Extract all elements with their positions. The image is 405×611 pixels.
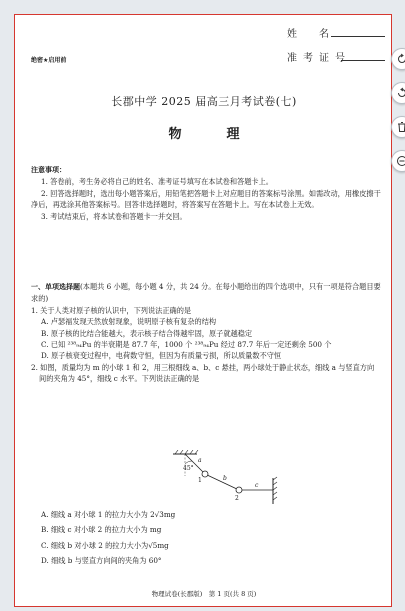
question-2-stem: 2. 如图，质量均为 m 的小球 1 和 2，用三根细线 a、b、c 悬挂，两小球处于静止状态，细线 a 与竖直方向间的夹角为 45°，细线 c 水平。下列说法正确的是 (31, 362, 375, 384)
name-underline (331, 36, 385, 37)
notice-section (31, 165, 381, 222)
question-2-option-d: D. 细线 b 与竖直方向间的夹角为 60° (41, 556, 162, 566)
string-a-label: a (198, 457, 202, 464)
string-b (205, 474, 239, 490)
secret-label: 绝密★启用前 (31, 57, 67, 64)
section-heading (31, 281, 381, 305)
zoom-out-button[interactable] (391, 150, 405, 172)
page-footer: 物理试卷(长郡版) 第 1 页(共 8 页) (151, 590, 257, 598)
exam-title: 长郡中学 2025 届高三月考试卷(七) (111, 95, 297, 108)
section-title: 一、单项选择题 (31, 283, 80, 291)
delete-icon (396, 121, 405, 133)
exam-number-label: 准考证号 (287, 53, 351, 64)
ball-1-label: 1 (198, 477, 202, 484)
string-c-label: c (255, 482, 259, 489)
angle-label: 45° (183, 465, 194, 472)
name-label: 姓 名 (287, 29, 335, 40)
angle-arc (185, 461, 192, 464)
ball-1 (202, 471, 208, 477)
ball-2-label: 2 (235, 495, 239, 502)
question-1-option-b: B. 原子核的比结合能越大，表示核子结合得越牢固，原子就越稳定 (41, 328, 253, 338)
question-2-option-b: B. 细线 c 对小球 2 的拉力大小为 mg (41, 525, 162, 535)
string-b-label: b (223, 475, 227, 482)
refresh-icon (396, 87, 405, 99)
ball-2 (236, 487, 242, 493)
notice-item: 1. 答卷前，考生务必将自己的姓名、准考证号填写在本试卷和答题卡上。 (41, 177, 273, 187)
exam-number-underline (341, 60, 385, 61)
question-1-option-c: C. 已知 ²³⁸₉₄Pu 的半衰期是 87.7 年，1000 个 ²³⁸₉₄Pu 经过 87.7 年后一定还剩余 500 个 (41, 340, 332, 350)
refresh-button[interactable] (391, 82, 405, 104)
rotate-button[interactable] (391, 48, 405, 70)
wall-hatch (273, 477, 277, 500)
zoom-out-icon (396, 155, 405, 167)
question-2-options (31, 509, 381, 567)
subject-title: 物 理 (168, 127, 256, 142)
ceiling-hatch (175, 450, 198, 454)
delete-button[interactable] (391, 116, 405, 138)
question-2-option-a: A. 细线 a 对小球 1 的拉力大小为 2√3mg (41, 510, 176, 519)
exam-page (14, 14, 392, 607)
notice-item: 3. 考试结束后，将本试卷和答题卡一并交回。 (41, 211, 187, 221)
section-one (31, 281, 381, 385)
rotate-icon (396, 53, 405, 65)
question-1-option-d: D. 原子核衰变过程中，电荷数守恒，但因为有质量亏损，所以质量数不守恒 (41, 351, 282, 361)
question-1-option-a: A. 卢瑟福发现天然放射现象，说明原子核有复杂的结构 (41, 317, 217, 327)
section-description: (本题共 6 小题，每小题 4 分，共 24 分。在每小题给出的四个选项中，只有一项是符合题目要求的) (31, 282, 381, 304)
notice-item: 2. 回答选择题时，选出每小题答案后，用铅笔把答题卡上对应题目的答案标号涂黑。如需改动，用橡皮擦干净后，再选涂其他答案标号。回答非选择题时，将答案写在答题卡上。写在本试卷上无效。 (31, 188, 381, 210)
string-ball-diagram (169, 450, 289, 510)
question-1-stem: 1. 关于人类对原子核的认识中，下列说法正确的是 (31, 305, 192, 315)
question-2-option-c: C. 细线 b 对小球 2 的拉力大小为√5mg (41, 540, 169, 550)
notice-title: 注意事项： (31, 166, 66, 174)
